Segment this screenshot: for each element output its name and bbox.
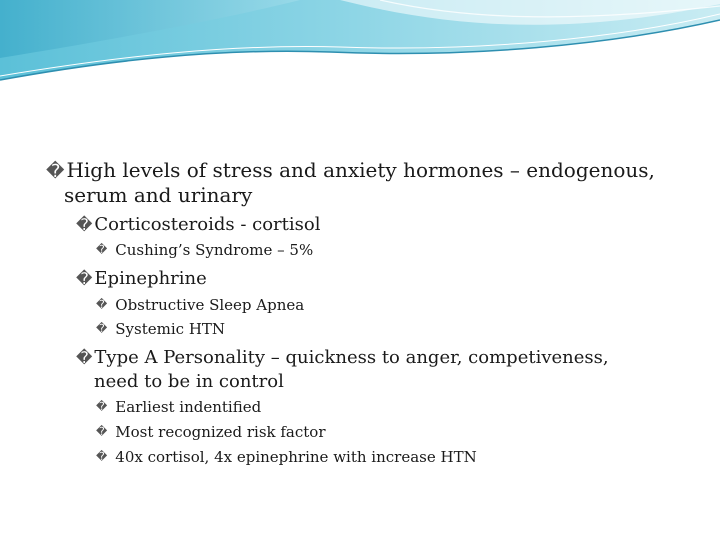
bullet-marker-icon: � [96, 243, 108, 256]
bullet-marker-icon: � [96, 450, 108, 463]
bullet-item [96, 241, 313, 259]
bullet-marker-icon: � [96, 322, 108, 335]
bullet-text: Obstructive Sleep Apnea [115, 296, 305, 314]
bullet-text: 40x cortisol, 4x epinephrine with increase HTN [115, 448, 477, 466]
bullet-marker-icon: � [76, 215, 93, 234]
bullet-item [76, 268, 207, 289]
bullet-marker-icon: � [46, 161, 65, 182]
bullet-marker-icon: � [76, 269, 93, 288]
bullet-marker-icon: � [76, 348, 93, 367]
bullet-item [76, 214, 320, 235]
bullet-item [96, 423, 326, 441]
bullet-marker-icon: � [96, 298, 108, 311]
bullet-marker-icon: � [96, 400, 108, 413]
bullet-text-continuation: serum and urinary [64, 183, 253, 207]
bullet-item [96, 320, 225, 338]
bullet-marker-icon: � [96, 425, 108, 438]
bullet-text: Type A Personality – quickness to anger, competiveness, [94, 347, 609, 368]
bullet-text: Earliest indentified [115, 398, 262, 416]
bullet-text: High levels of stress and anxiety hormones – endogenous, [66, 158, 655, 182]
bullet-text: Corticosteroids - cortisol [94, 214, 321, 235]
bullet-item [46, 158, 655, 182]
bullet-item [96, 448, 477, 466]
bullet-text: Cushing’s Syndrome – 5% [115, 241, 314, 259]
bullet-text: Most recognized risk factor [115, 423, 326, 441]
bullet-item [76, 347, 609, 368]
bullet-text: Epinephrine [94, 268, 207, 289]
bullet-text: Systemic HTN [115, 320, 226, 338]
bullet-text-continuation: need to be in control [94, 371, 284, 392]
bullet-item [96, 398, 261, 416]
bullet-item [96, 296, 304, 314]
